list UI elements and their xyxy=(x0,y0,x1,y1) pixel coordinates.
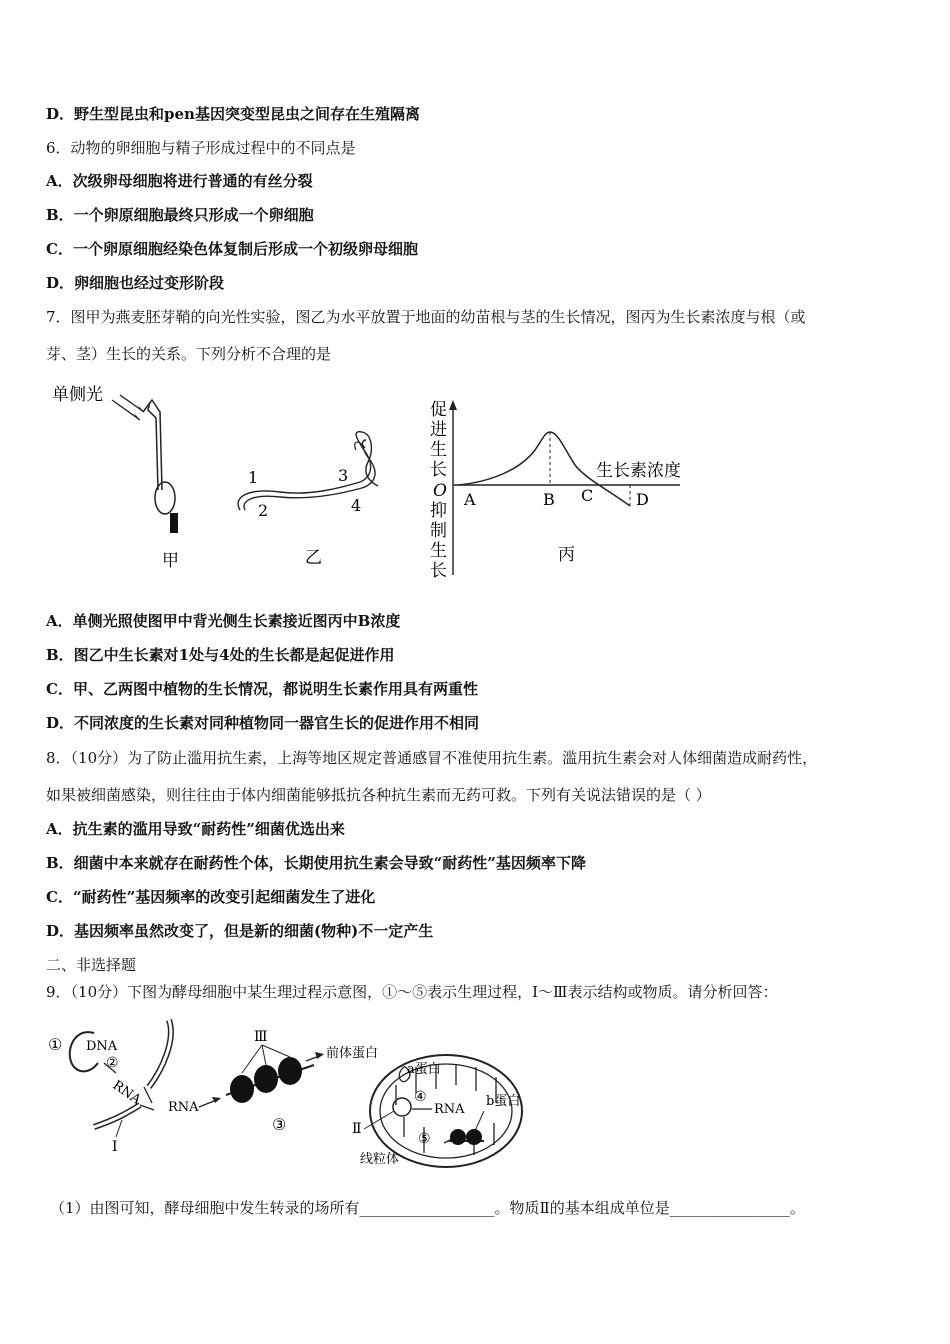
q9-figure xyxy=(44,1015,554,1170)
a-protein-label: a蛋白 xyxy=(407,1062,441,1077)
figure-bing xyxy=(430,400,681,581)
roman3-label: Ⅲ xyxy=(254,1029,268,1045)
step3-label: ③ xyxy=(272,1115,287,1134)
q6-option-b: B．一个卵原细胞最终只形成一个卵细胞 xyxy=(46,206,314,224)
bing-origin: O xyxy=(433,481,447,501)
yi-label-1: 1 xyxy=(248,468,259,487)
bing-point-c: C xyxy=(581,486,594,505)
bing-xlabel: 生长素浓度 xyxy=(596,461,681,481)
step1-label: ① xyxy=(48,1035,63,1054)
dna-label: DNA xyxy=(86,1039,118,1054)
q6-option-c: C．一个卵原细胞经染色体复制后形成一个初级卵母细胞 xyxy=(46,240,418,258)
q7-stem-line2: 芽、茎）生长的关系。下列分析不合理的是 xyxy=(46,345,332,363)
rna3-label: RNA xyxy=(434,1102,465,1117)
bing-y-bot-4: 长 xyxy=(430,561,447,581)
q8-option-c: C．“耐药性”基因频率的改变引起细菌发生了进化 xyxy=(46,888,376,906)
q8-option-a: A．抗生素的滥用导致“耐药性”细菌优选出来 xyxy=(46,820,345,838)
q7-option-b: B．图乙中生长素对1处与4处的生长都是起促进作用 xyxy=(46,646,395,664)
bing-point-b: B xyxy=(543,490,555,509)
bing-y-top-1: 促 xyxy=(430,400,447,420)
yi-label-3: 3 xyxy=(338,466,349,485)
q7-option-d: D．不同浓度的生长素对同种植物同一器官生长的促进作用不相同 xyxy=(46,714,480,732)
b-protein-label: b蛋白 xyxy=(486,1094,521,1109)
q9-part1: （1）由图可知，酵母细胞中发生转录的场所有__________________。物质Ⅱ的基本组成单位是________________。 xyxy=(50,1199,805,1217)
bing-point-a: A xyxy=(464,490,476,509)
roman1-label: I xyxy=(112,1139,118,1155)
q6-stem: 6．动物的卵细胞与精子形成过程中的不同点是 xyxy=(46,139,356,157)
q8-option-d: D．基因频率虽然改变了，但是新的细菌(物种)不一定产生 xyxy=(46,922,434,940)
bing-y-bot-2: 制 xyxy=(430,521,447,541)
q6-option-a: A．次级卵母细胞将进行普通的有丝分裂 xyxy=(46,172,313,190)
bing-caption: 丙 xyxy=(558,545,575,565)
bing-y-bot-3: 生 xyxy=(430,541,447,561)
bing-y-top-3: 生 xyxy=(430,440,447,460)
q6-option-d: D．卵细胞也经过变形阶段 xyxy=(46,274,225,292)
q8-stem-line1: 8．（10分）为了防止滥用抗生素，上海等地区规定普通感冒不准使用抗生素。滥用抗生素会对人体细菌造成耐药性， xyxy=(46,749,818,767)
figure-yi xyxy=(238,432,378,568)
jia-caption: 甲 xyxy=(162,551,179,571)
bing-y-top-4: 长 xyxy=(430,460,447,480)
q7-stem-line1: 7．图甲为燕麦胚芽鞘的向光性实验，图乙为水平放置于地面的幼苗根与茎的生长情况，图丙为生长素浓度与根（或 xyxy=(46,308,806,326)
roman2-label: Ⅱ xyxy=(352,1121,362,1137)
q7-option-c: C．甲、乙两图中植物的生长情况，都说明生长素作用具有两重性 xyxy=(46,680,478,698)
step5-label: ⑤ xyxy=(418,1131,431,1147)
q8-option-b: B．细菌中本来就存在耐药性个体，长期使用抗生素会导致“耐药性”基因频率下降 xyxy=(46,854,586,872)
section-heading: 二、非选择题 xyxy=(46,956,137,974)
step2-label: ② xyxy=(106,1055,119,1071)
bing-point-d: D xyxy=(636,490,649,509)
yi-caption: 乙 xyxy=(305,548,322,568)
q5-option-d: D．野生型昆虫和pen基因突变型昆虫之间存在生殖隔离 xyxy=(46,105,420,123)
bing-y-top-2: 进 xyxy=(430,420,447,440)
rna2-label: RNA xyxy=(168,1100,199,1115)
bing-y-bot-1: 抑 xyxy=(430,501,447,521)
yi-label-2: 2 xyxy=(258,501,269,520)
q7-option-a: A．单侧光照使图甲中背光侧生长素接近图丙中B浓度 xyxy=(46,612,401,630)
mito-label: 线粒体 xyxy=(360,1152,400,1167)
q8-stem-line2: 如果被细菌感染，则往往由于体内细菌能够抵抗各种抗生素而无药可救。下列有关说法错误的是（ ） xyxy=(46,786,711,804)
q9-stem: 9．（10分）下图为酵母细胞中某生理过程示意图，①～⑤表示生理过程，Ⅰ～Ⅲ表示结构或物质。请分析回答： xyxy=(46,983,778,1001)
step4-label: ④ xyxy=(414,1089,427,1105)
rna1-label: RNA xyxy=(109,1077,144,1108)
q7-figure xyxy=(40,370,720,585)
precursor-label: 前体蛋白 xyxy=(326,1046,379,1061)
jia-light-label: 单侧光 xyxy=(52,385,103,405)
yi-label-4: 4 xyxy=(351,496,362,515)
figure-jia xyxy=(52,385,179,571)
